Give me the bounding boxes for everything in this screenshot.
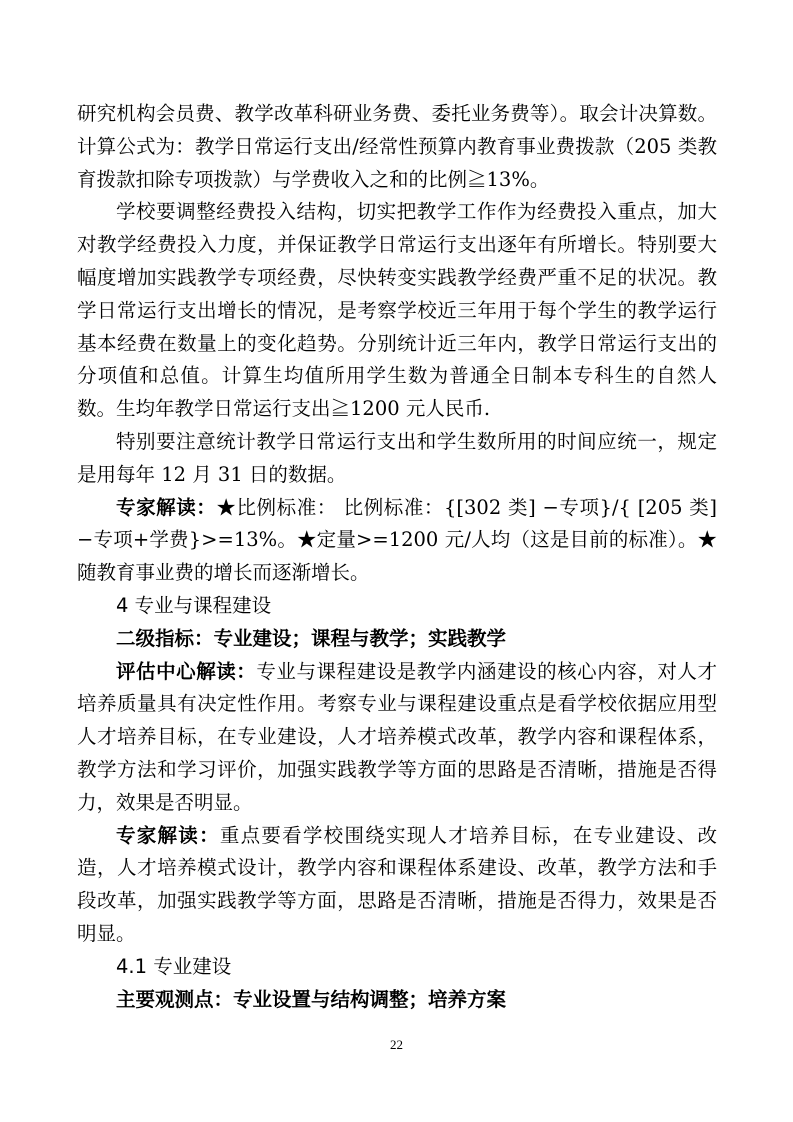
paragraph-assessment-center-reading — [77, 656, 717, 820]
secondary-indicator-heading: 二级指标：专业建设；课程与教学；实践教学 — [116, 626, 507, 650]
section-heading-4-1: 4.1 专业建设 — [116, 954, 232, 978]
paragraph-statistics-time: 特别要注意统计教学日常运行支出和学生数所用的时间应统一，规定是用每年 12 月 31 日的数据。 — [77, 429, 717, 486]
paragraph-expert-reading-ratio — [77, 492, 717, 590]
expert-reading-label: 专家解读： — [116, 495, 217, 519]
assessment-center-label: 评估中心解读： — [116, 659, 257, 683]
expert-reading-label-2: 专家解读： — [116, 823, 220, 847]
page-number: 22 — [390, 1037, 403, 1052]
paragraph-funding-formula: 研究机构会员费、教学改革科研业务费、委托业务费等）。取会计决算数。计算公式为：教学日常运行支出/经常性预算内教育事业费拨款（205 类教育拨款扣除专项拨款）与学费收入之和的比例≧13%。 — [77, 102, 717, 191]
page-body — [77, 98, 717, 1016]
observation-points-heading: 主要观测点：专业设置与结构调整；培养方案 — [116, 987, 507, 1011]
assessment-center-text: 专业与课程建设是教学内涵建设的核心内容，对人才培养质量具有决定性作用。考察专业与课程建设重点是看学校依据应用型人才培养目标，在专业建设，人才培养模式改革，教学内容和课程体系，教学方法和学习评价，加强实践教学等方面的思路是否清晰，措施是否得力，效果是否明显。 — [77, 659, 717, 814]
section-heading-4: 4 专业与课程建设 — [116, 593, 272, 617]
expert-reading-text: ★比例标准： 比例标准：{[302 类] −专项}/{ [205 类] −专项+学费}>=13%。★定量>=1200 元/人均（这是目前的标准）。★随教育事业费的增长而逐渐增长。 — [77, 495, 717, 585]
expert-reading-text-2: 重点要看学校围绕实现人才培养目标，在专业建设、改造，人才培养模式设计，教学内容和课程体系建设、改革，教学方法和手段改革，加强实践教学等方面，思路是否清晰，措施是否得力，效果是否明显。 — [77, 823, 717, 945]
paragraph-funding-structure: 学校要调整经费投入结构，切实把教学工作作为经费投入重点，加大对教学经费投入力度，并保证教学日常运行支出逐年有所增长。特别要大幅度增加实践教学专项经费，尽快转变实践教学经费严重不足的状况。教学日常运行支出增长的情况，是考察学校近三年用于每个学生的教学运行基本经费在数量上的变化趋势。分别统计近三年内，教学日常运行支出的分项值和总值。计算生均值所用学生数为普通全日制本专科生的自然人数。生均年教学日常运行支出≧1200 元人民币. — [77, 200, 717, 421]
paragraph-expert-reading-focus — [77, 820, 717, 951]
